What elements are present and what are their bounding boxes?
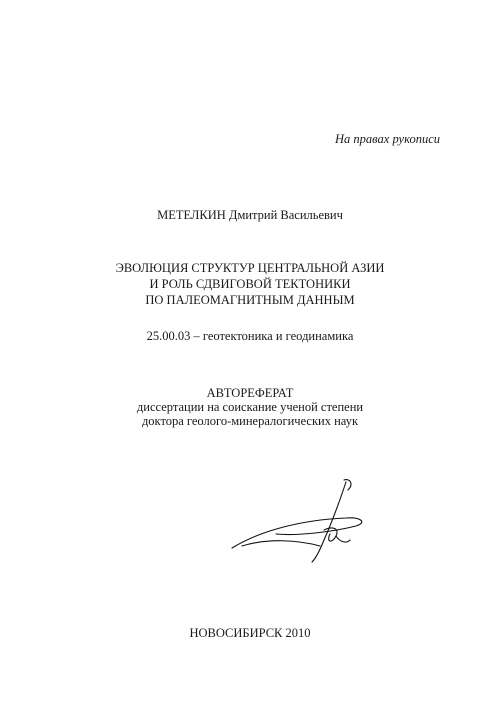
handwritten-signature: [228, 470, 378, 570]
document-type: [0, 386, 500, 428]
document-type-line: диссертации на соискание ученой степени: [136, 400, 364, 414]
title-line: ПО ПАЛЕОМАГНИТНЫМ ДАННЫМ: [145, 293, 355, 307]
author-name: МЕТЕЛКИН Дмитрий Васильевич: [157, 208, 343, 222]
document-type-heading: АВТОРЕФЕРАТ: [206, 386, 294, 400]
rights-note: На правах рукописи: [335, 132, 440, 146]
title-line: ЭВОЛЮЦИЯ СТРУКТУР ЦЕНТРАЛЬНОЙ АЗИИ: [115, 261, 385, 275]
city-year: НОВОСИБИРСК 2010: [189, 626, 311, 640]
title-line: И РОЛЬ СДВИГОВОЙ ТЕКТОНИКИ: [149, 277, 351, 291]
dissertation-title: [0, 260, 500, 308]
specialty-code: 25.00.03 – геотектоника и геодинамика: [146, 329, 354, 343]
document-type-line: доктора геолого-минералогических наук: [141, 414, 359, 428]
